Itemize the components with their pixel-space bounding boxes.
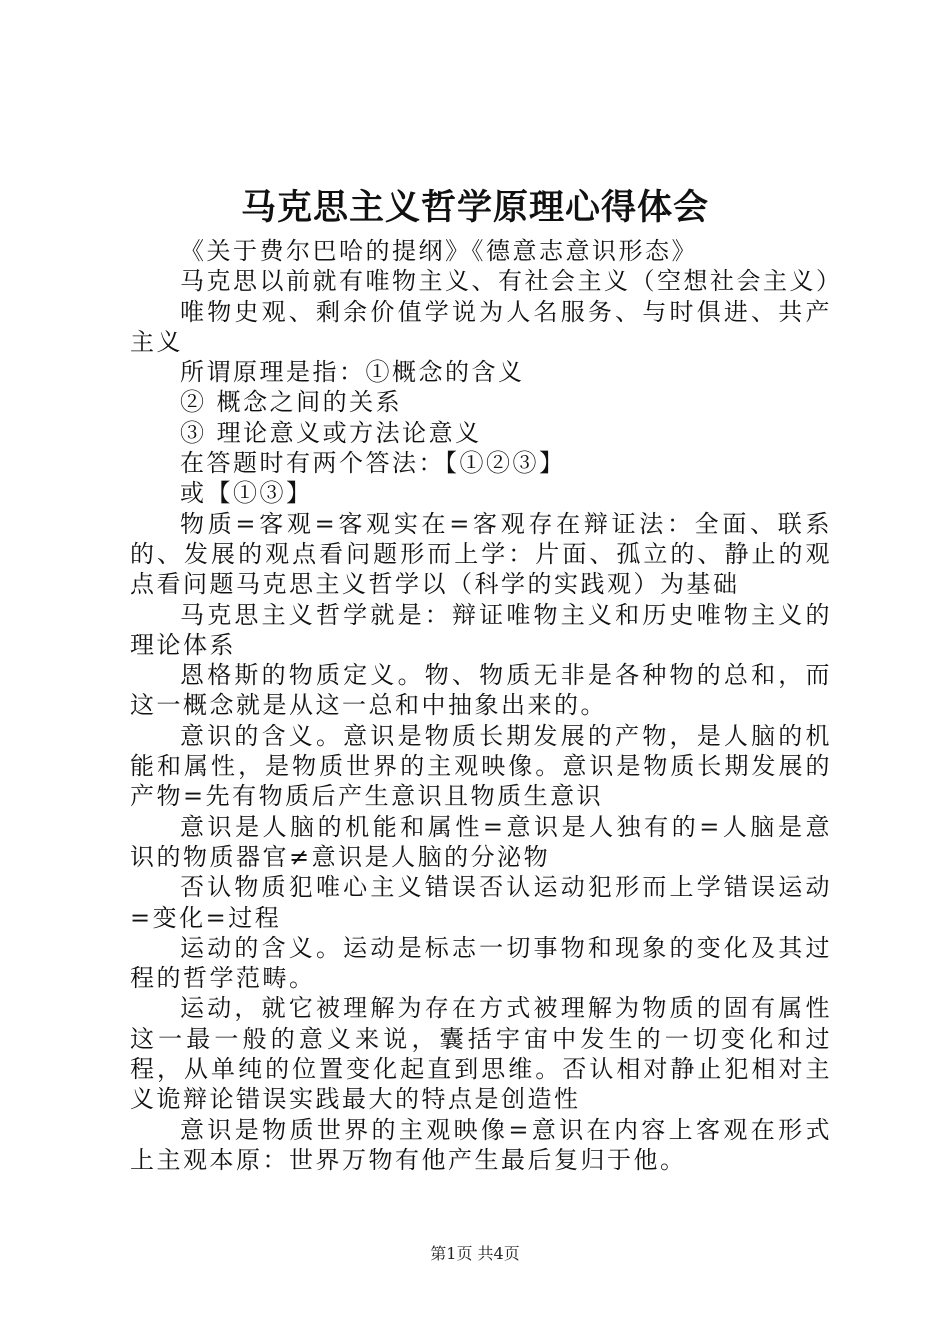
paragraph: 否认物质犯唯心主义错误否认运动犯形而上学错误运动=变化=过程 [130,873,832,932]
paragraph: ② 概念之间的关系 [180,388,403,417]
paragraph: 意识是人脑的机能和属性=意识是人独有的=人脑是意识的物质器官≠意识是人脑的分泌物 [130,812,832,871]
paragraph: 意识是物质世界的主观映像=意识在内容上客观在形式上主观本原：世界万物有他产生最后复归于他。 [130,1115,832,1174]
document-body [130,236,843,1175]
paragraph: 或【①③】 [180,479,313,508]
paragraph: 意识的含义。意识是物质长期发展的产物，是人脑的机能和属性，是物质世界的主观映像。意识是物质长期发展的产物=先有物质后产生意识且物质生意识 [130,721,832,811]
document-title: 马克思主义哲学原理心得体会 [240,187,709,228]
paragraph: 在答题时有两个答法：【①②③】 [180,449,566,478]
page-footer: 第1页 共4页 [430,1244,520,1263]
paragraph: ③ 理论意义或方法论意义 [180,418,482,447]
paragraph: 物质=客观=客观实在=客观存在辩证法：全面、联系的、发展的观点看问题形而上学：片面、孤立的、静止的观点看问题马克思主义哲学以（科学的实践观）为基础 [130,509,832,599]
paragraph: 运动的含义。运动是标志一切事物和现象的变化及其过程的哲学范畴。 [130,933,832,993]
paragraph: 马克思主义哲学就是：辩证唯物主义和历史唯物主义的理论体系 [130,600,832,659]
paragraph: 马克思以前就有唯物主义、有社会主义（空想社会主义） [180,267,843,296]
paragraph: 所谓原理是指：①概念的含义 [180,358,525,387]
paragraph: 运动，就它被理解为存在方式被理解为物质的固有属性这一最一般的意义来说，囊括宇宙中发生的一切变化和过程，从单纯的位置变化起直到思维。否认相对静止犯相对主义诡辩论错误实践最大的特点是创造性 [130,994,832,1114]
paragraph: 《关于费尔巴哈的提纲》《德意志意识形态》 [180,237,698,265]
paragraph: 唯物史观、剩余价值学说为人名服务、与时俱进、共产主义 [130,297,832,356]
paragraph: 恩格斯的物质定义。物、物质无非是各种物的总和，而这一概念就是从这一总和中抽象出来的。 [130,661,832,720]
